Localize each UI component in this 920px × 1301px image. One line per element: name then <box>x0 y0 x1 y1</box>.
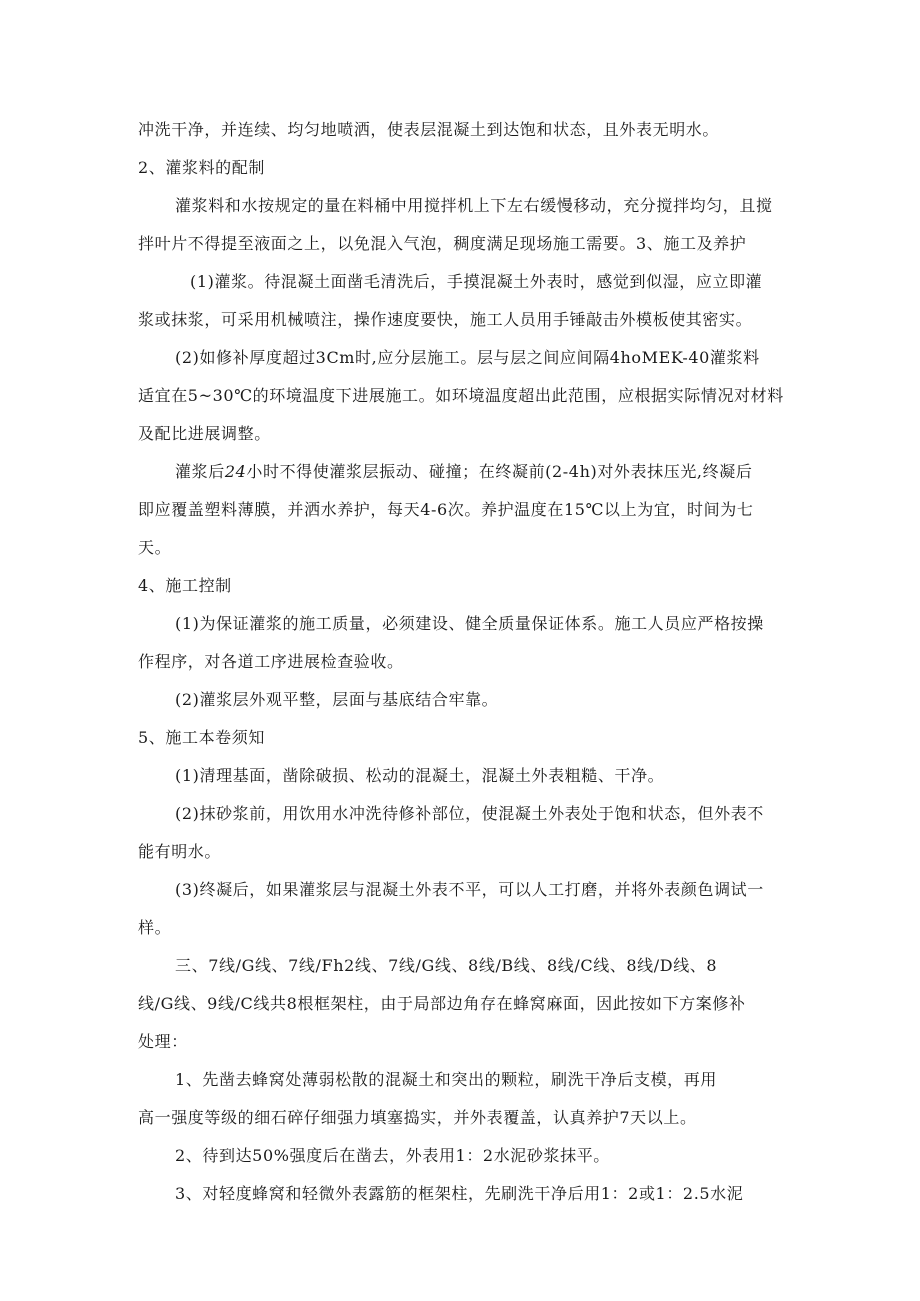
part3-step2: 2、待到达50%强度后在凿去，外表用1：2水泥砂浆抹平。 <box>175 1146 610 1165</box>
curing-line3: 天。 <box>138 538 172 557</box>
section5-item2-line2: 能有明水。 <box>138 842 222 861</box>
section4-item1-line1: (1)为保证灌浆的施工质量，必须建设、健全质量保证体系。施工人员应严格按操 <box>175 614 764 633</box>
section5-item2-line1: (2)抹砂浆前，用饮用水冲洗待修补部位，使混凝土外表处于饱和状态，但外表不 <box>175 804 764 823</box>
part3-line1: 三、7线/G线、7线/Fh2线、7线/G线、8线/B线、8线/C线、8线/D线、8 <box>175 956 718 975</box>
section3-item2-line2: 适宜在5~30℃的环境温度下进展施工。如环境温度超出此范围，应根据实际情况对材料 <box>138 386 784 405</box>
intro-line: 冲洗干净，并连续、均匀地喷洒，使表层混凝土到达饱和状态，且外表无明水。 <box>138 120 720 139</box>
section2-heading: 2、灌浆料的配制 <box>138 158 265 177</box>
curing-line2: 即应覆盖塑料薄膜，并洒水养护，每天4-6次。养护温度在15℃以上为宜，时间为七 <box>138 500 754 519</box>
section2-para-line2: 拌叶片不得提至液面之上，以免混入气泡，稠度满足现场施工需要。3、施工及养护 <box>138 234 747 253</box>
section3-item2-line1: (2)如修补厚度超过3Cm时,应分层施工。层与层之间应间隔4hoMEK-40灌浆料 <box>175 348 760 367</box>
section4-item2: (2)灌浆层外观平整，层面与基底结合牢靠。 <box>175 690 499 709</box>
section4-heading: 4、施工控制 <box>138 576 232 595</box>
part3-line2: 线/G线、9线/C线共8根框架柱，由于局部边角存在蜂窝麻面，因此按如下方案修补 <box>138 994 746 1013</box>
part3-step1-line2: 高一强度等级的细石碎仔细强力填塞捣实，并外表覆盖，认真养护7天以上。 <box>138 1108 697 1127</box>
curing-line1 <box>175 462 752 482</box>
part3-step3: 3、对轻度蜂窝和轻微外表露筋的框架柱，先刷洗干净后用1：2或1：2.5水泥 <box>175 1184 744 1203</box>
section5-item3-line1: (3)终凝后，如果灌浆层与混凝土外表不平，可以人工打磨，并将外表颜色调试一 <box>175 880 764 899</box>
curing-line1-rest: 小时不得使灌浆层振动、碰撞；在终凝前(2-4h)对外表抹压光,终凝后 <box>246 462 753 481</box>
section3-item1-line1: (1)灌浆。待混凝土面凿毛清洗后，手摸混凝土外表时，感觉到似湿，应立即灌 <box>190 272 763 291</box>
curing-hours-number: 24 <box>224 462 247 481</box>
section2-para-line1: 灌浆料和水按规定的量在料桶中用搅拌机上下左右缓慢移动，充分搅拌均匀，且搅 <box>175 196 773 215</box>
curing-line1-pre: 灌浆后 <box>175 462 225 481</box>
section5-item3-line2: 样。 <box>138 918 172 937</box>
section3-item1-line2: 浆或抹浆，可采用机械喷注，操作速度要快，施工人员用手锤敲击外模板使其密实。 <box>138 310 753 329</box>
part3-line3: 处理： <box>138 1032 188 1051</box>
section5-heading: 5、施工本卷须知 <box>138 728 265 747</box>
section4-item1-line2: 作程序，对各道工序进展检查验收。 <box>138 652 404 671</box>
part3-step1-line1: 1、先凿去蜂窝处薄弱松散的混凝土和突出的颗粒，刷洗干净后支模，再用 <box>175 1070 717 1089</box>
section5-item1: (1)清理基面，凿除破损、松动的混凝土，混凝土外表粗糙、干净。 <box>175 766 665 785</box>
section3-item2-line3: 及配比进展调整。 <box>138 424 271 443</box>
